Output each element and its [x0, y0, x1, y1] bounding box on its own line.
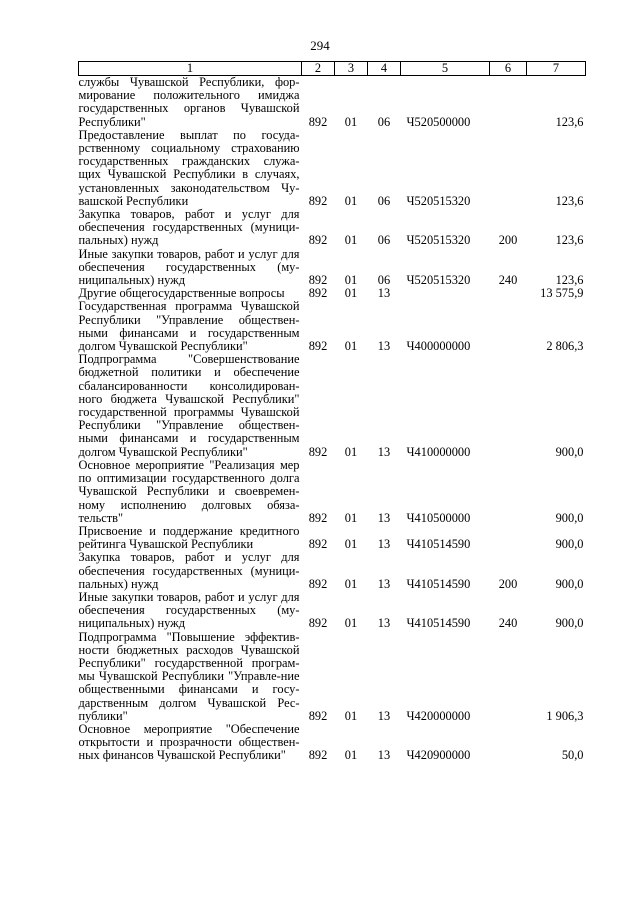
row-csr: Ч410000000 [406, 444, 471, 459]
row-description: Другие общегосударственные вопросы [78, 286, 285, 301]
row-description: Подпрограмма "Совершенствование бюджетной политики и обеспечение сбалансированности консолидирован-ного бюджета Чувашской Республики" государственной программы Чувашской Республики "Управление обществен-ными финансами и государственным долгом Чувашской Республики" [78, 352, 300, 459]
table-row [79, 353, 586, 459]
row-description: Основное мероприятие "Реализация мер по оптимизации государственного долга Чувашской Республики и своевремен-ному исполнению долговых обяза-тельств" [78, 457, 300, 525]
row-sum: 900,0 [555, 444, 584, 459]
row-description: Иные закупки товаров, работ и услуг для обеспечения государственных (му-ниципальных) нужд [78, 246, 300, 288]
row-rz: 01 [344, 193, 358, 208]
header-col-1: 1 [79, 62, 302, 76]
row-description: Подпрограмма "Повышение эффектив-ности бюджетных расходов Чувашской Республики" государственной програм-мы Чувашской Республики "Управле-ние общественными финансами и госу-дарственным долгом Чувашской Рес-публики" [78, 629, 300, 723]
table-row [79, 723, 586, 763]
row-vr [490, 300, 527, 353]
row-csr: Ч520515320 [406, 273, 471, 288]
row-gr: 892 [308, 339, 328, 354]
row-vr [490, 287, 527, 300]
budget-table [78, 61, 586, 763]
row-rz: 01 [344, 114, 358, 129]
row-rz: 01 [344, 708, 358, 723]
table-row [79, 551, 586, 591]
row-gr: 892 [308, 286, 328, 301]
table-row [79, 248, 586, 288]
row-csr: Ч400000000 [406, 339, 471, 354]
row-gr: 892 [308, 708, 328, 723]
table-body [79, 76, 586, 763]
row-gr: 892 [308, 114, 328, 129]
row-csr: Ч520515320 [406, 193, 471, 208]
row-rz: 01 [344, 444, 358, 459]
row-csr: Ч410514590 [406, 537, 471, 552]
row-sum: 900,0 [555, 576, 584, 591]
row-description: Закупка товаров, работ и услуг для обеспечения государственных (муници-пальных) нужд [78, 550, 300, 591]
row-sum: 900,0 [555, 510, 584, 525]
row-rz: 01 [344, 576, 358, 591]
table-row [79, 459, 586, 525]
table-header [79, 62, 586, 76]
row-vr [490, 459, 527, 525]
row-pr: 13 [377, 748, 391, 763]
row-rz: 01 [344, 510, 358, 525]
row-pr: 06 [377, 233, 391, 248]
row-description: Иные закупки товаров, работ и услуг для обеспечения государственных (му-ниципальных) нужд [78, 589, 300, 631]
row-csr: Ч520515320 [406, 233, 471, 248]
row-gr: 892 [308, 233, 328, 248]
row-rz: 01 [344, 537, 358, 552]
row-description: Государственная программа Чувашской Республики "Управление обществен-ными финансами и государственным долгом Чувашской Республики" [78, 299, 300, 354]
row-sum: 13 575,9 [540, 286, 584, 301]
header-col-4: 4 [368, 62, 401, 76]
row-vr: 200 [498, 233, 518, 248]
row-vr: 200 [498, 576, 518, 591]
row-csr: Ч420000000 [406, 708, 471, 723]
row-rz: 01 [344, 233, 358, 248]
row-gr: 892 [308, 748, 328, 763]
row-sum: 50,0 [561, 748, 584, 763]
row-vr [490, 723, 527, 763]
row-sum: 123,6 [555, 193, 584, 208]
table-row [79, 591, 586, 631]
table-row [79, 300, 586, 353]
row-description: Присвоение и поддержание кредитного рейтинга Чувашской Республики [78, 523, 300, 552]
row-sum: 123,6 [555, 233, 584, 248]
row-csr: Ч420900000 [406, 748, 471, 763]
row-description: службы Чувашской Республики, фор-мирование положительного имиджа государственных органов Чувашской Республики" [78, 75, 300, 129]
row-csr: Ч520500000 [406, 114, 471, 129]
row-pr: 13 [377, 444, 391, 459]
row-rz: 01 [344, 616, 358, 631]
row-rz: 01 [344, 339, 358, 354]
table-row [79, 129, 586, 208]
row-pr: 06 [377, 193, 391, 208]
row-gr: 892 [308, 193, 328, 208]
row-sum: 900,0 [555, 537, 584, 552]
row-pr: 13 [377, 576, 391, 591]
row-sum: 900,0 [555, 616, 584, 631]
header-col-3: 3 [335, 62, 368, 76]
row-pr: 13 [377, 286, 391, 301]
row-description: Закупка товаров, работ и услуг для обеспечения государственных (муници-пальных) нужд [78, 207, 300, 248]
row-pr: 13 [377, 510, 391, 525]
row-rz: 01 [344, 748, 358, 763]
row-csr: Ч410514590 [406, 616, 471, 631]
row-rz: 01 [344, 273, 358, 288]
header-col-5: 5 [401, 62, 490, 76]
row-pr: 13 [377, 616, 391, 631]
row-vr [490, 353, 527, 459]
row-vr [490, 76, 527, 129]
row-csr [401, 287, 490, 300]
row-gr: 892 [308, 444, 328, 459]
table-row [79, 76, 586, 129]
row-vr [490, 525, 527, 551]
row-pr: 13 [377, 537, 391, 552]
row-pr: 06 [377, 273, 391, 288]
header-col-6: 6 [490, 62, 527, 76]
row-gr: 892 [308, 510, 328, 525]
row-gr: 892 [308, 616, 328, 631]
row-vr: 240 [498, 273, 518, 288]
row-sum: 2 806,3 [546, 339, 584, 354]
row-description: Предоставление выплат по госуда-рственному социальному страхованию государственных гражданских служа-щих Чувашской Республики в случаях, установленных законодательством Чу-вашской Республики [78, 127, 300, 208]
row-pr: 13 [377, 339, 391, 354]
table-row [79, 631, 586, 723]
row-gr: 892 [308, 537, 328, 552]
table-row [79, 525, 586, 551]
row-csr: Ч410500000 [406, 510, 471, 525]
row-sum: 123,6 [555, 273, 584, 288]
row-vr [490, 129, 527, 208]
row-sum: 123,6 [555, 114, 584, 129]
row-vr [490, 631, 527, 723]
page-number: 294 [310, 38, 330, 53]
row-gr: 892 [308, 273, 328, 288]
header-col-7: 7 [527, 62, 586, 76]
header-col-2: 2 [302, 62, 335, 76]
row-vr: 240 [498, 616, 518, 631]
row-pr: 06 [377, 114, 391, 129]
table-row [79, 208, 586, 248]
row-sum: 1 906,3 [546, 708, 584, 723]
row-gr: 892 [308, 576, 328, 591]
row-pr: 13 [377, 708, 391, 723]
row-rz: 01 [344, 286, 358, 301]
row-description: Основное мероприятие "Обеспечение открытости и прозрачности обществен-ных финансов Чувашской Республики" [78, 721, 300, 763]
row-csr: Ч410514590 [406, 576, 471, 591]
